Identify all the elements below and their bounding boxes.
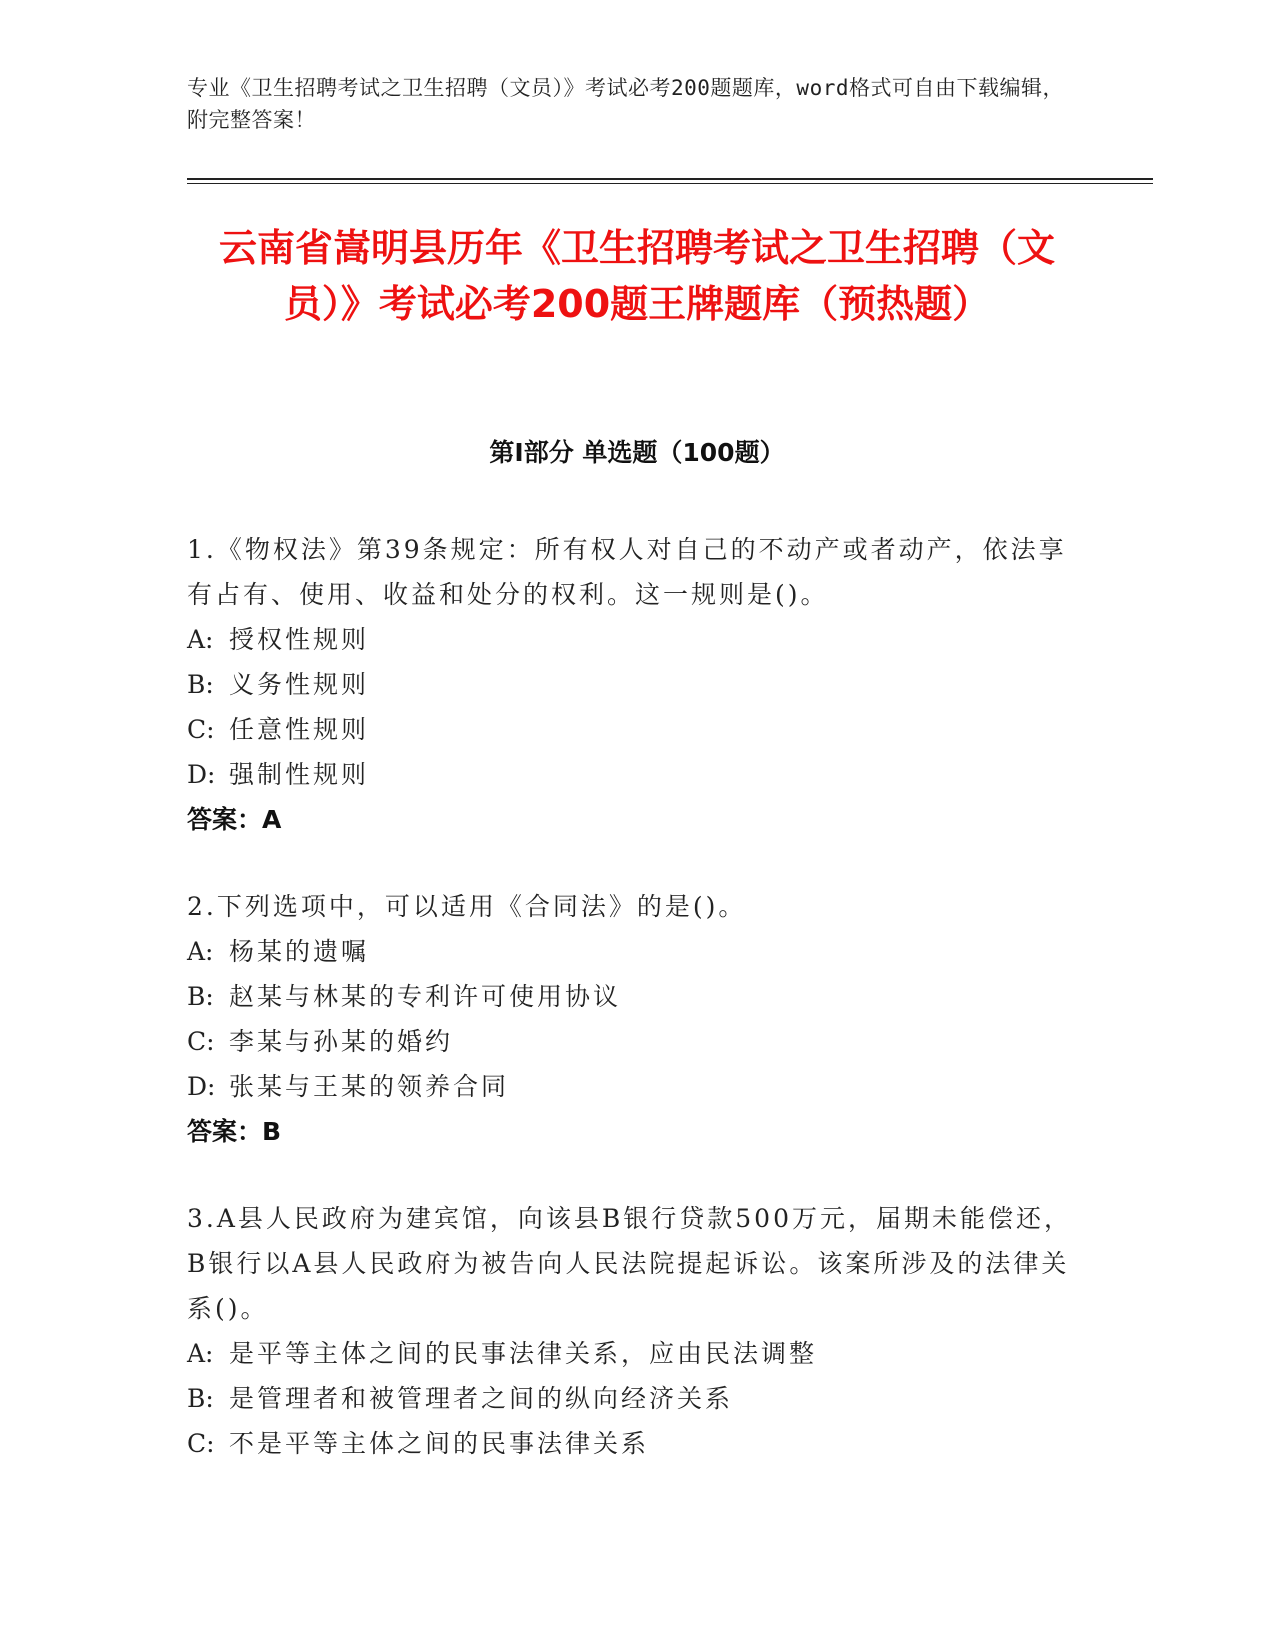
option-text: 赵某与林某的专利许可使用协议: [229, 982, 622, 1011]
option-a: [187, 1331, 1077, 1376]
option-c: [187, 1421, 1077, 1466]
header-rule-thin: [187, 183, 1153, 184]
option-b: [187, 974, 1077, 1019]
option-a: [187, 617, 1077, 662]
document-title: 云南省嵩明县历年《卫生招聘考试之卫生招聘（文员）》考试必考200题王牌题库（预热题）: [218, 226, 1055, 326]
option-letter: C:: [187, 715, 215, 744]
question-1: [187, 527, 1077, 842]
option-a: [187, 929, 1077, 974]
option-letter: B:: [187, 1384, 214, 1413]
option-text: 义务性规则: [229, 670, 370, 699]
option-b: [187, 1376, 1077, 1421]
option-letter: C:: [187, 1429, 215, 1458]
option-text: 李某与孙某的婚约: [229, 1027, 454, 1056]
question-stem: 2.下列选项中，可以适用《合同法》的是()。: [187, 892, 747, 921]
option-letter: A:: [187, 1339, 214, 1368]
section-title: 第I部分 单选题（100题）: [489, 438, 785, 467]
option-text: 任意性规则: [229, 715, 370, 744]
question-stem: 1.《物权法》第39条规定：所有权人对自己的不动产或者动产，依法享有占有、使用、收益和处分的权利。这一规则是()。: [187, 535, 1067, 609]
option-text: 强制性规则: [229, 760, 370, 789]
option-d: [187, 1064, 1077, 1109]
option-c: [187, 1019, 1077, 1064]
option-letter: C:: [187, 1027, 215, 1056]
answer-line: 答案：A: [187, 805, 282, 834]
option-letter: B:: [187, 982, 214, 1011]
option-text: 是管理者和被管理者之间的纵向经济关系: [229, 1384, 734, 1413]
option-d: [187, 752, 1077, 797]
option-text: 授权性规则: [229, 625, 370, 654]
option-letter: A:: [187, 937, 214, 966]
option-text: 张某与王某的领养合同: [229, 1072, 510, 1101]
option-c: [187, 707, 1077, 752]
option-letter: D:: [187, 1072, 216, 1101]
option-text: 是平等主体之间的民事法律关系，应由民法调整: [229, 1339, 818, 1368]
header-note: 专业《卫生招聘考试之卫生招聘（文员）》考试必考200题题库，word格式可自由下载编辑，附完整答案！: [187, 76, 1064, 132]
header-rule-thick: [187, 178, 1153, 180]
option-letter: A:: [187, 625, 214, 654]
question-3: [187, 1196, 1077, 1466]
option-letter: B:: [187, 670, 214, 699]
question-list: [187, 527, 1077, 1508]
option-letter: D:: [187, 760, 216, 789]
question-2: [187, 884, 1077, 1154]
option-text: 不是平等主体之间的民事法律关系: [229, 1429, 650, 1458]
option-b: [187, 662, 1077, 707]
option-text: 杨某的遗嘱: [229, 937, 370, 966]
question-stem: 3.A县人民政府为建宾馆，向该县B银行贷款500万元，届期未能偿还，B银行以A县人民政府为被告向人民法院提起诉讼。该案所涉及的法律关系()。: [187, 1204, 1072, 1323]
answer-line: 答案：B: [187, 1117, 282, 1146]
